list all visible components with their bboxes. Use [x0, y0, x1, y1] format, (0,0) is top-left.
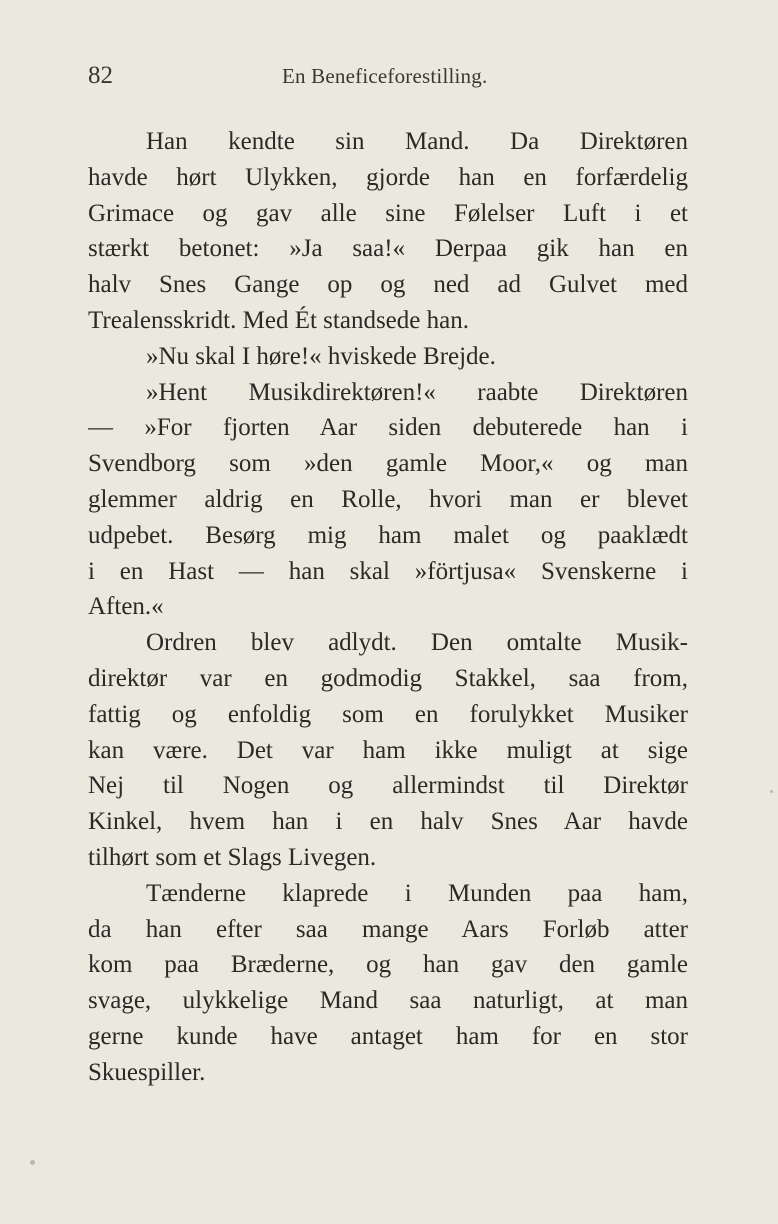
text-line: Han kendte sin Mand. Da Direktøren — [146, 128, 688, 155]
text-line: kan være. Det var ham ikke muligt at sige — [88, 736, 688, 764]
body-text — [88, 124, 688, 1091]
text-line: havde hørt Ulykken, gjorde han en forfærdelig — [88, 163, 688, 191]
text-line: Grimace og gav alle sine Følelser Luft i et — [88, 199, 688, 227]
text-line: halv Snes Gange op og ned ad Gulvet med — [88, 271, 688, 299]
text-line: Ordren blev adlydt. Den omtalte Musik- — [146, 629, 688, 657]
text-line: fattig og enfoldig som en forulykket Musiker — [88, 700, 688, 728]
text-line: Nej til Nogen og allermindst til Direktør — [88, 772, 688, 800]
text-line: kom paa Bræderne, og han gav den gamle — [88, 951, 688, 979]
running-head — [88, 62, 688, 94]
running-title: En Beneficeforestilling. — [282, 64, 488, 88]
text-line: Kinkel, hvem han i en halv Snes Aar havde — [88, 808, 688, 836]
text-line: Skuespiller. — [88, 1058, 206, 1086]
page-number: 82 — [88, 62, 113, 89]
text-line: »Nu skal I høre!« hviskede Brejde. — [146, 342, 496, 370]
text-line: direktør var en godmodig Stakkel, saa from, — [88, 664, 688, 692]
text-line: Trealensskridt. Med Ét standsede han. — [88, 306, 469, 334]
paper-speck — [770, 790, 773, 793]
text-line: glemmer aldrig en Rolle, hvori man er blevet — [88, 485, 688, 513]
text-line: da han efter saa mange Aars Forløb atter — [88, 915, 688, 943]
text-line: Aften.« — [88, 593, 164, 621]
text-line: i en Hast — han skal »förtjusa« Svenskerne i — [88, 557, 688, 585]
paper-speck — [30, 1160, 35, 1165]
text-line: svage, ulykkelige Mand saa naturligt, at man — [88, 987, 688, 1015]
text-line: Tænderne klaprede i Munden paa ham, — [146, 879, 688, 907]
text-line: »Hent Musikdirektøren!« raabte Direktøren — [146, 378, 688, 406]
text-line: stærkt betonet: »Ja saa!« Derpaa gik han en — [88, 235, 688, 263]
text-line: tilhørt som et Slags Livegen. — [88, 843, 377, 871]
text-line: udpebet. Besørg mig ham malet og paaklædt — [88, 521, 688, 549]
text-line: Svendborg som »den gamle Moor,« og man — [88, 450, 688, 478]
text-line: gerne kunde have antaget ham for en stor — [88, 1022, 688, 1050]
text-line: — »For fjorten Aar siden debuterede han i — [88, 414, 688, 442]
